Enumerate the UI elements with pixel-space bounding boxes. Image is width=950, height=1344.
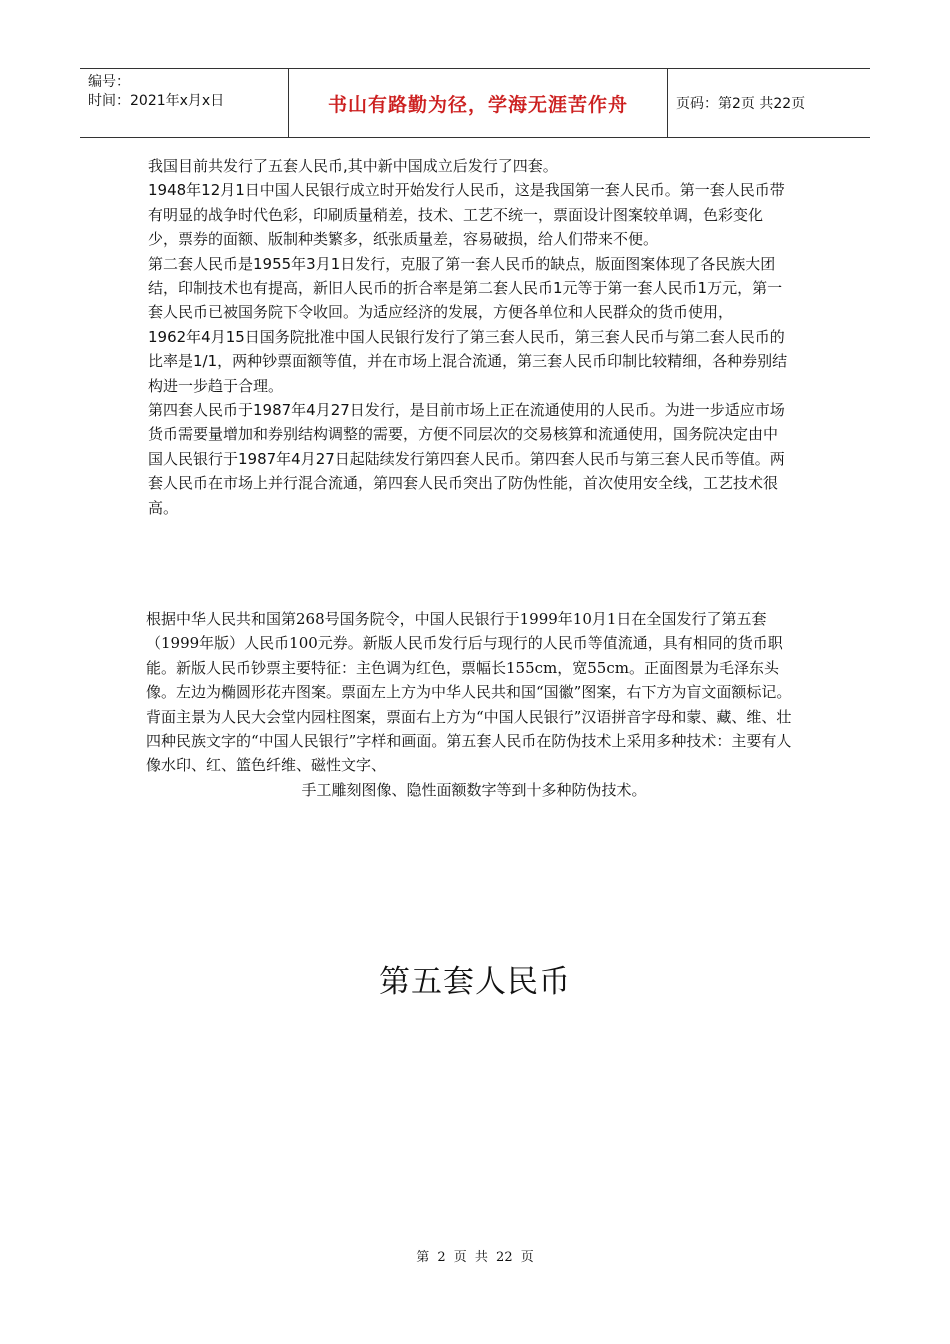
history-section xyxy=(148,154,788,520)
page-header xyxy=(80,68,870,138)
paragraph: 我国目前共发行了五套人民币,其中新中国成立后发行了四套。 xyxy=(148,157,558,175)
paragraph: 第四套人民币于1987年4月27日发行，是目前市场上正在流通使用的人民币。为进一步适应市场货币需要量增加和券别结构调整的需要，方便不同层次的交易核算和流通使用，国务院决定由中国人民银行于1987年4月27日起陆续发行第四套人民币。第四套人民币与第三套人民币等值。两套人民币在市场上并行混合流通，第四套人民币突出了防伪性能，首次使用安全线，工艺技术很高。 xyxy=(148,401,785,517)
paragraph: 1948年12月1日中国人民银行成立时开始发行人民币，这是我国第一套人民币。第一套人民币带有明显的战争时代色彩，印刷质量稍差，技术、工艺不统一，票面设计图案较单调，色彩变化少，票券的面额、版制种类繁多，纸张质量差，容易破损，给人们带来不便。 xyxy=(148,181,785,249)
paragraph-last-line: 手工雕刻图像、隐性面额数字等到十多种防伪技术。 xyxy=(301,780,647,799)
paragraph: 1962年4月15日国务院批准中国人民银行发行了第三套人民币，第三套人民币与第二套人民币的比率是1/1，两种钞票面额等值，并在市场上混合流通，第三套人民币印制比较精细，各种券别结构进一步趋于合理。 xyxy=(148,327,788,395)
date-label: 时间：2021年x月x日 xyxy=(88,93,225,109)
header-page-label: 页码：第2页 共22页 xyxy=(676,96,806,112)
header-meta xyxy=(80,69,289,137)
section-title: 第五套人民币 xyxy=(379,964,571,1000)
page-footer: 第 2 页 共 22 页 xyxy=(416,1250,534,1265)
header-motto: 书山有路勤为径，学海无涯苦作舟 xyxy=(289,69,668,137)
paragraph: 根据中华人民共和国第268号国务院令，中国人民银行于1999年10月1日在全国发行了第五套（1999年版）人民币100元券。新版人民币发行后与现行的人民币等值流通，具有相同的货币职能。新版人民币钞票主要特征：主色调为红色，票幅长155cm，宽55cm。正面图景为毛泽东头像。左边为椭圆形花卉图案。票面左上方为中华人民共和国“国徽”图案，右下方为盲文面额标记。背面主景为人民大会堂内园柱图案，票面右上方为“中国人民银行”汉语拼音字母和蒙、藏、维、壮四种民族文字的“中国人民银行”字样和画面。第五套人民币在防伪技术上采用多种技术：主要有人像水印、红、篮色纤维、磁性文字、 xyxy=(146,610,792,775)
fifth-series-section xyxy=(146,607,802,802)
paragraph: 第二套人民币是1955年3月1日发行，克服了第一套人民币的缺点，版面图案体现了各民族大团结，印制技术也有提高，新旧人民币的折合率是第二套人民币1元等于第一套人民币1万元，第一套人民币已被国务院下令收回。为适应经济的发展，方便各单位和人民群众的货币使用， xyxy=(148,254,783,322)
number-label: 编号： xyxy=(88,74,130,90)
